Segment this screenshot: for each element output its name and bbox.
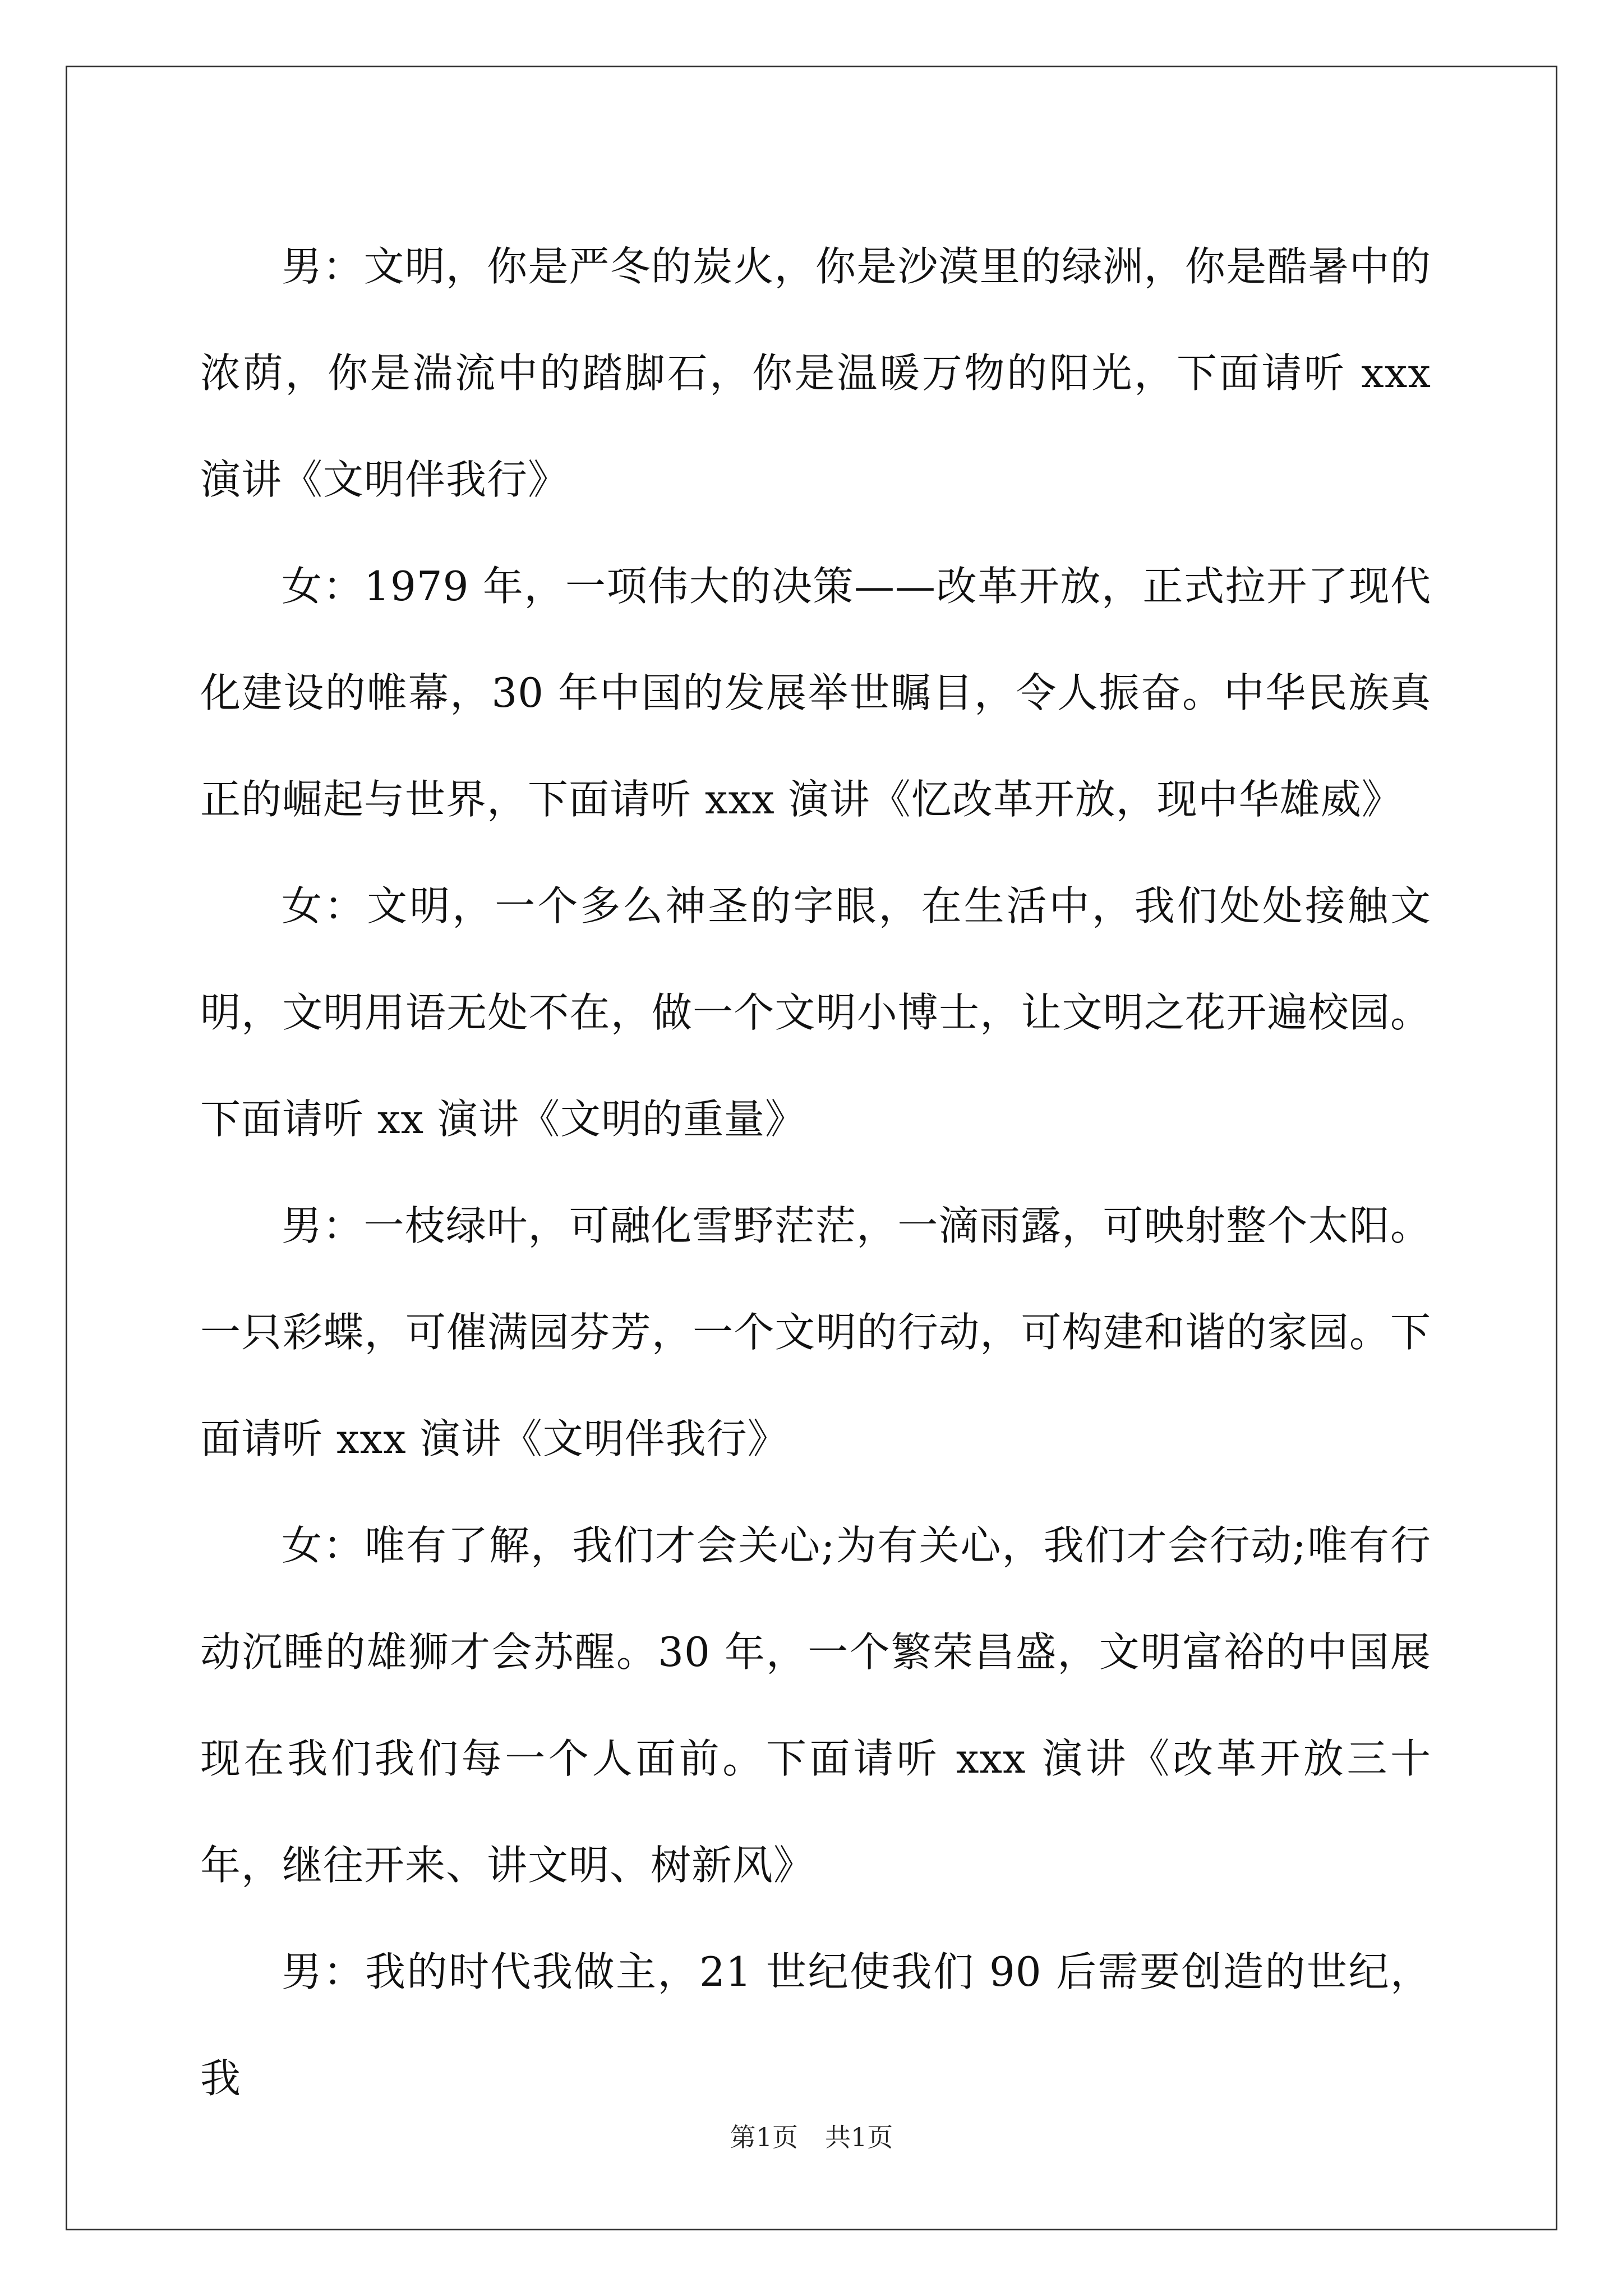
paragraph: 男：文明，你是严冬的炭火，你是沙漠里的绿洲，你是酷暑中的浓荫，你是湍流中的踏脚石，你是温暖万物的阳光，下面请听 xxx 演讲《文明伴我行》 [200, 243, 1431, 503]
page-footer [0, 2120, 1623, 2154]
paragraph: 女：1979 年，一项伟大的决策——改革开放，正式拉开了现代化建设的帷幕，30 年中国的发展举世瞩目，令人振奋。中华民族真正的崛起与世界，下面请听 xxx 演讲《忆改革开放，现中华雄威》 [200, 563, 1431, 823]
paragraph: 女：文明，一个多么神圣的字眼，在生活中，我们处处接触文明，文明用语无处不在，做一个文明小博士，让文明之花开遍校园。下面请听 xx 演讲《文明的重量》 [200, 882, 1431, 1143]
document-body [200, 213, 1431, 2132]
page-number: 第1页 [730, 2122, 798, 2152]
paragraph: 女：唯有了解，我们才会关心;为有关心，我们才会行动;唯有行动沉睡的雄狮才会苏醒。30 年，一个繁荣昌盛，文明富裕的中国展现在我们我们每一个人面前。下面请听 xxx 演讲《改革开放三十年，继往开来、讲文明、树新风》 [200, 1522, 1431, 1889]
paragraph: 男：一枝绿叶，可融化雪野茫茫，一滴雨露，可映射整个太阳。一只彩蝶，可催满园芬芳，一个文明的行动，可构建和谐的家园。下面请听 xxx 演讲《文明伴我行》 [200, 1202, 1431, 1462]
total-pages: 共1页 [825, 2122, 893, 2152]
paragraph: 男：我的时代我做主，21 世纪使我们 90 后需要创造的世纪，我 [200, 1948, 1431, 2102]
